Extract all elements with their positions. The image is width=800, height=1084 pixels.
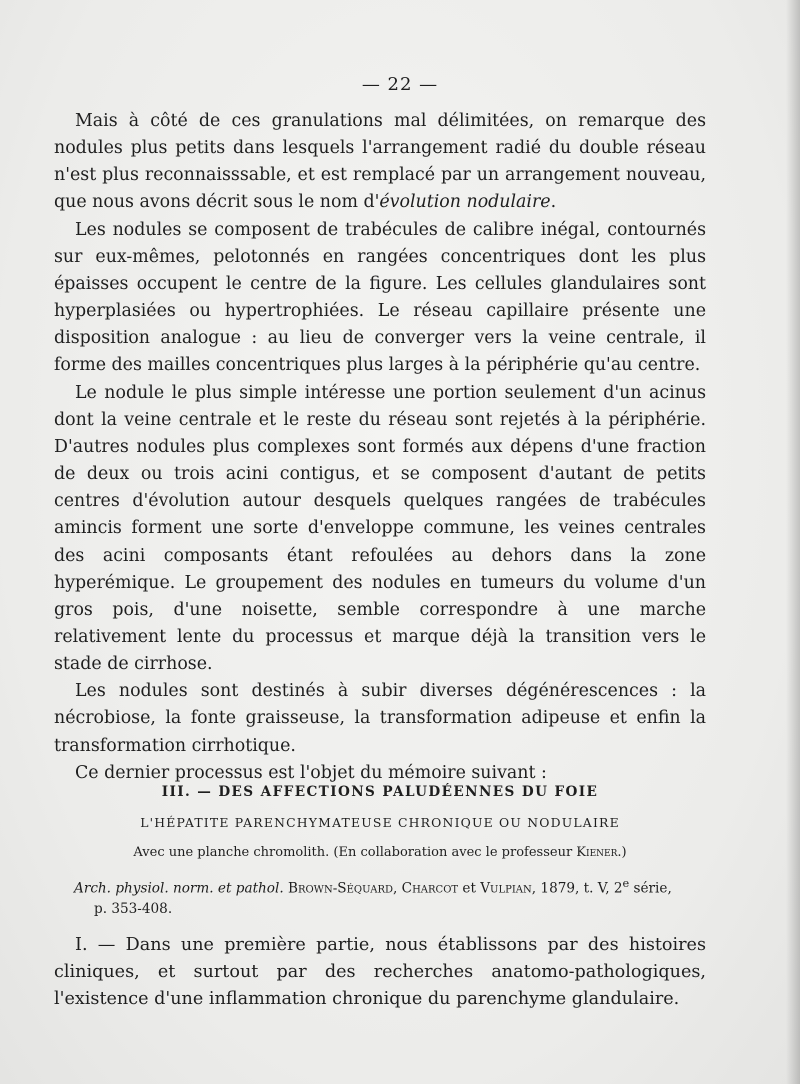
citation-author-3: Vulpian [480,880,532,897]
collaboration-text: Avec une planche chromolith. (En collaboration avec le professeur [133,845,577,860]
italic-term-suffix: . [550,192,557,213]
paragraph-5: Ce dernier processus est l'objet du mémoire suivant : [75,762,547,783]
italic-term: évolution nodulaire [379,192,551,213]
paragraph-1 [54,108,706,217]
citation-sep-1: , [393,880,402,897]
paragraph-1-text: Mais à côté de ces granulations mal délimitées, on remarque des nodules plus petits dans lesquels l'arrangement radié du double réseau n'est plus reconnaisssable, et est remplacé par un arrangement nouveau, que nous avons décrit sous le nom d' [54,111,706,213]
page-number: — 22 — [361,74,439,95]
citation-series: série, [629,880,672,897]
section-title: III. — DES AFFECTIONS PALUDÉENNES DU FOIE [161,784,599,800]
paragraph-4: Les nodules sont destinés à subir diverses dégénérescences : la nécrobiose, la fonte graisseuse, la transformation adipeuse et enfin la transformation cirrhotique. [54,681,706,756]
citation-details: , 1879, t. V, 2 [531,880,623,897]
citation-author-2: Charcot [401,880,459,897]
final-paragraph: I. — Dans une première partie, nous établissons par des histoires cliniques, et surtout par des recherches anatomo-pathologiques, l'existence d'une inflammation chronique du parenchyme glandulaire. [54,935,706,1010]
page-edge-shadow [786,0,800,1084]
paragraph-3: Le nodule le plus simple intéresse une portion seulement d'un acinus dont la veine centrale et le reste du réseau sont rejetés à la périphérie. D'autres nodules plus complexes sont formés aux dépens d'une fraction de deux ou trois acini contigus, et se composent d'autant de petits centres d'évolution autour desquels quelques rangées de trabécules amincis forment une sorte d'enveloppe commune, les veines centrales des acini composants étant refoulées au dehors dans la zone hyperémique. Le groupement des nodules en tumeurs du volume d'un gros pois, d'une noisette, semble correspondre à une marche relativement lente du processus et marque déjà la transition vers le stade de cirrhose. [54,382,706,675]
paragraph-2: Les nodules se composent de trabécules de calibre inégal, contournés sur eux-mêmes, pelotonnés en rangées concentriques dont les plus épaisses occupent le centre de la figure. Les cellules glandulaires sont hyperplasiées ou hypertrophiées. Le réseau capillaire présente une disposition analogue : au lieu de converger vers la veine centrale, il forme des mailles concentriques plus larges à la périphérie qu'au centre. [54,219,706,376]
main-text [54,108,706,787]
collaboration-note [54,845,706,860]
section-subtitle: L'HÉPATITE PARENCHYMATEUSE CHRONIQUE OU NODULAIRE [140,815,620,830]
collaboration-name: Kiener [576,845,618,860]
collaboration-end: .) [617,845,627,860]
citation [74,873,706,919]
citation-superscript: e [622,876,630,890]
citation-sep-2: et [458,880,481,897]
final-text [54,932,706,1013]
citation-journal: Arch. physiol. norm. et pathol. [74,880,284,897]
citation-author-1: Brown-Séquard [287,880,394,897]
citation-pages: p. 353-408. [94,900,173,917]
